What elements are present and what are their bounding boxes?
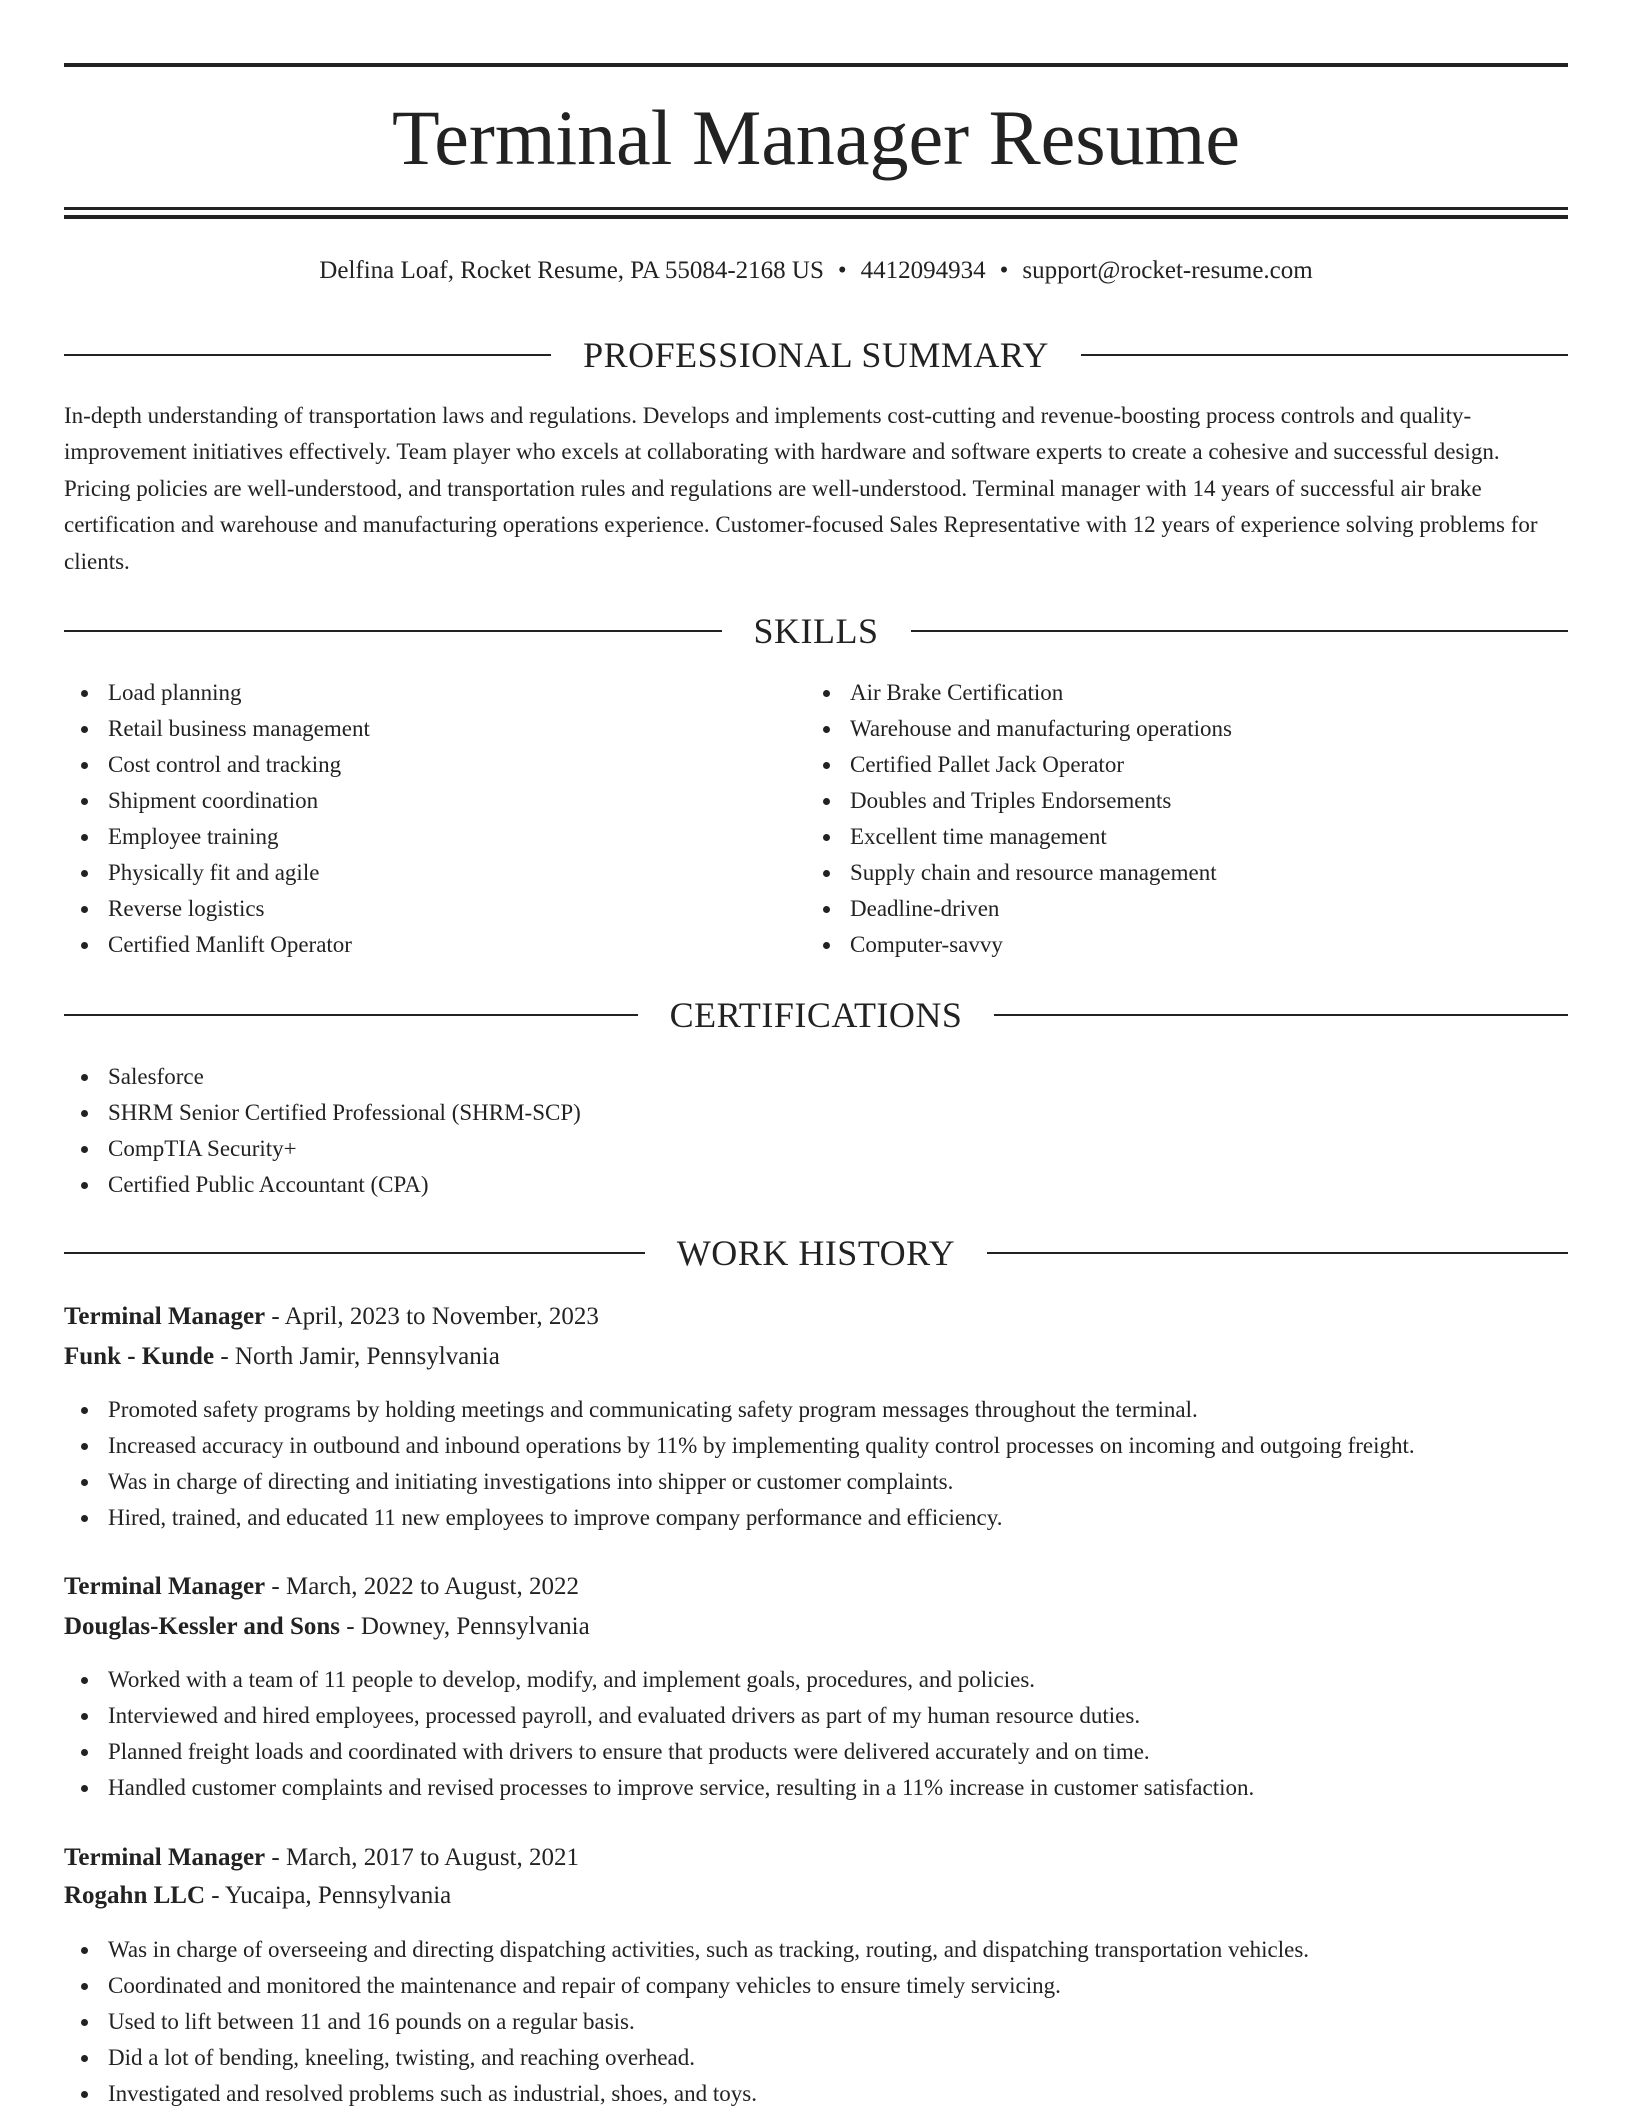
section-heading-work-history (64, 1233, 1568, 1273)
job-bullets (64, 1392, 1568, 1536)
job-bullet: Did a lot of bending, kneeling, twisting, and reaching overhead. (64, 2040, 1568, 2076)
skill-item: Warehouse and manufacturing operations (806, 711, 1546, 747)
job-bullet: Promoted safety programs by holding meetings and communicating safety program messages throughout the terminal. (64, 1392, 1568, 1428)
job-bullet: Used to lift between 11 and 16 pounds on a regular basis. (64, 2004, 1568, 2040)
section-heading-summary (64, 335, 1568, 375)
job-company: Funk - Kunde (64, 1343, 215, 1370)
certification-item: Salesforce (64, 1059, 1568, 1095)
header-double-rule-upper (64, 207, 1568, 210)
certification-item: CompTIA Security+ (64, 1131, 1568, 1167)
header-top-rule (64, 63, 1568, 67)
job-bullet: Handled customer complaints and revised processes to improve service, resulting in a 11% increase in customer satisfaction. (64, 1770, 1568, 1806)
skills-list-right (806, 675, 1546, 963)
job-location: - Yucaipa, Pennsylvania (205, 1882, 452, 1909)
job-bullet: Coordinated and monitored the maintenance and repair of company vehicles to ensure timely servicing. (64, 1968, 1568, 2004)
contact-email: support@rocket-resume.com (1022, 257, 1313, 284)
heading-rule-right (1081, 354, 1568, 356)
skill-item: Load planning (64, 675, 804, 711)
job-bullet: Was in charge of directing and initiating investigations into shipper or customer complaints. (64, 1464, 1568, 1500)
contact-phone: 4412094934 (860, 257, 986, 284)
job-bullet: Increased accuracy in outbound and inbound operations by 11% by implementing quality control processes on incoming and outgoing freight. (64, 1428, 1568, 1464)
job-dates: - March, 2017 to August, 2021 (265, 1844, 580, 1871)
skill-item: Certified Manlift Operator (64, 927, 804, 963)
job-bullet: Hired, trained, and educated 11 new employees to improve company performance and efficiency. (64, 1500, 1568, 1536)
skill-item: Employee training (64, 819, 804, 855)
section-title: CERTIFICATIONS (669, 995, 963, 1035)
job-title: Terminal Manager (64, 1303, 266, 1330)
resume-title: Terminal Manager Resume (392, 94, 1240, 181)
certifications-list (64, 1059, 1568, 1203)
heading-rule-left (64, 1014, 638, 1016)
section-title: SKILLS (753, 611, 879, 651)
job-bullet: Interviewed and hired employees, processed payroll, and evaluated drivers as part of my human resource duties. (64, 1698, 1568, 1734)
section-title: WORK HISTORY (676, 1233, 956, 1273)
skill-item: Computer-savvy (806, 927, 1546, 963)
summary-paragraph: In-depth understanding of transportation laws and regulations. Develops and implements cost-cutting and revenue-boosting process controls and quality-improvement initiatives effectively. Team player who excels at collaborating with hardware and software experts to create a cohesive and successful design. Pricing policies are well-understood, and transportation rules and regulations are well-understood. Terminal manager with 14 years of successful air brake certification and warehouse and manufacturing operations experience. Customer-focused Sales Representative with 12 years of experience solving problems for clients. (64, 403, 1538, 574)
job-bullets (64, 1932, 1568, 2112)
job-company: Rogahn LLC (64, 1882, 206, 1909)
job-title: Terminal Manager (64, 1573, 266, 1600)
heading-rule-right (987, 1252, 1568, 1254)
heading-rule-right (911, 630, 1569, 632)
skill-item: Physically fit and agile (64, 855, 804, 891)
skill-item: Reverse logistics (64, 891, 804, 927)
job-bullets (64, 1662, 1568, 1806)
contact-address: Delfina Loaf, Rocket Resume, PA 55084-2168 US (319, 257, 824, 284)
job-company: Douglas-Kessler and Sons (64, 1613, 340, 1640)
job-title-line (64, 1570, 579, 1604)
skill-item: Doubles and Triples Endorsements (806, 783, 1546, 819)
job-dates: - March, 2022 to August, 2022 (265, 1573, 580, 1600)
heading-rule-right (994, 1014, 1568, 1016)
contact-separator: • (999, 257, 1009, 284)
skill-item: Retail business management (64, 711, 804, 747)
skill-item: Shipment coordination (64, 783, 804, 819)
certification-item: SHRM Senior Certified Professional (SHRM-SCP) (64, 1095, 1568, 1131)
job-company-line (64, 1879, 451, 1913)
job-title: Terminal Manager (64, 1844, 266, 1871)
section-heading-skills (64, 611, 1568, 651)
skill-item: Air Brake Certification (806, 675, 1546, 711)
heading-rule-left (64, 354, 551, 356)
heading-rule-left (64, 1252, 645, 1254)
contact-separator: • (837, 257, 847, 284)
contact-line (64, 254, 1568, 288)
job-bullet: Worked with a team of 11 people to develop, modify, and implement goals, procedures, and policies. (64, 1662, 1568, 1698)
job-company-line (64, 1340, 500, 1374)
job-bullet: Investigated and resolved problems such as industrial, shoes, and toys. (64, 2076, 1568, 2112)
job-dates: - April, 2023 to November, 2023 (265, 1303, 599, 1330)
skill-item: Excellent time management (806, 819, 1546, 855)
header-double-rule-lower (64, 215, 1568, 219)
certification-item: Certified Public Accountant (CPA) (64, 1167, 1568, 1203)
skill-item: Cost control and tracking (64, 747, 804, 783)
job-location: - Downey, Pennsylvania (340, 1613, 590, 1640)
skill-item: Certified Pallet Jack Operator (806, 747, 1546, 783)
job-title-line (64, 1841, 579, 1875)
job-bullet: Planned freight loads and coordinated with drivers to ensure that products were delivered accurately and on time. (64, 1734, 1568, 1770)
skill-item: Deadline-driven (806, 891, 1546, 927)
job-title-line (64, 1300, 599, 1334)
job-bullet: Was in charge of overseeing and directing dispatching activities, such as tracking, routing, and dispatching transportation vehicles. (64, 1932, 1568, 1968)
job-location: - North Jamir, Pennsylvania (214, 1343, 500, 1370)
skills-list-left (64, 675, 804, 963)
skill-item: Supply chain and resource management (806, 855, 1546, 891)
section-title: PROFESSIONAL SUMMARY (583, 335, 1049, 375)
heading-rule-left (64, 630, 722, 632)
section-heading-certifications (64, 995, 1568, 1035)
job-company-line (64, 1610, 590, 1644)
